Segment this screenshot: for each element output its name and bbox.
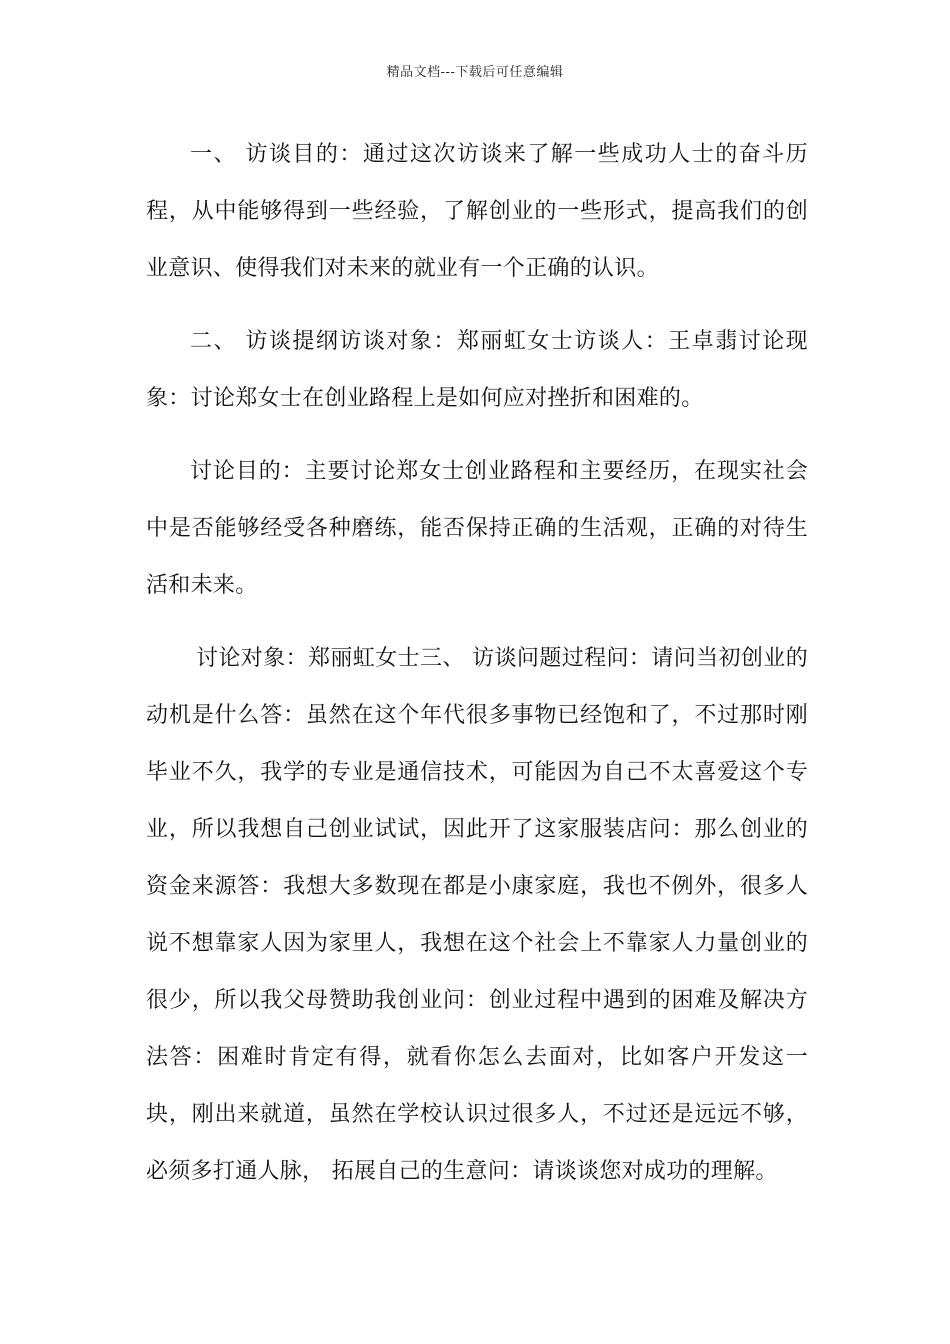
- paragraph-discussion-purpose: 讨论目的：主要讨论郑女士创业路程和主要经历，在现实社会中是否能够经受各种磨练，能否保持正确的生活观，正确的对待生活和未来。: [146, 459, 808, 598]
- paragraph-interview-purpose: 一、 访谈目的：通过这次访谈来了解一些成功人士的奋斗历程，从中能够得到一些经验，了解创业的一些形式，提高我们的创业意识、使得我们对未来的就业有一个正确的认识。: [146, 142, 808, 281]
- page-header: 精品文档---下载后可任意编辑: [386, 65, 564, 80]
- paragraph-discussion-subject: 讨论对象：郑丽虹女士三、 访谈问题过程问：请问当初创业的动机是什么答：虽然在这个年代很多事物已经饱和了，不过那时刚毕业不久，我学的专业是通信技术，可能因为自己不太喜爱这个专业，所以我想自己创业试试，因此开了这家服装店问：那么创业的资金来源答：我想大多数现在都是小康家庭，我也不例外，很多人说不想靠家人因为家里人，我想在这个社会上不靠家人力量创业的很少，所以我父母赞助我创业问：创业过程中遇到的困难及解决方法答：困难时肯定有得，就看你怎么去面对，比如客户开发这一块，刚出来就道，虽然在学校认识过很多人，不过还是远远不够，必须多打通人脉， 拓展自己的生意问：请谈谈您对成功的理解。: [146, 646, 808, 1184]
- paragraph-interview-outline: 二、 访谈提纲访谈对象：郑丽虹女士访谈人：王卓翡讨论现象：讨论郑女士在创业路程上是如何应对挫折和困难的。: [146, 329, 808, 411]
- document-body: [146, 126, 808, 1200]
